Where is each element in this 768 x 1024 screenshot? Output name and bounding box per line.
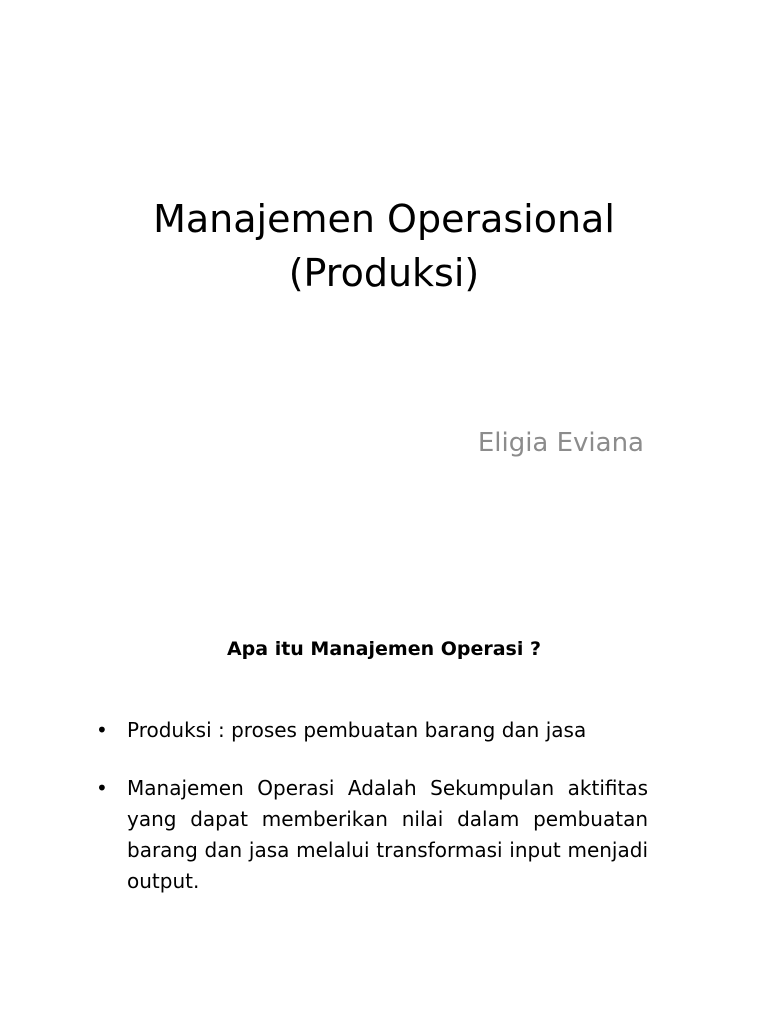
bullet-text: Manajemen Operasi Adalah Sekumpulan aktifitas yang dapat memberikan nilai dalam pembuatan barang dan jasa melalui transformasi input menjadi output. (127, 776, 648, 893)
bullet-dot-icon: • (96, 776, 108, 800)
author-name: Eligia Eviana (477, 428, 644, 458)
bullet-item-definisi (96, 773, 648, 897)
slide-content-page (0, 576, 768, 1024)
slide-title-line-2: (Produksi) (288, 251, 480, 295)
bullet-list (96, 715, 648, 897)
bullet-item-produksi (96, 715, 648, 746)
slide-title (0, 192, 768, 300)
bullet-dot-icon: • (96, 718, 108, 742)
bullet-text: Produksi : proses pembuatan barang dan jasa (127, 718, 587, 742)
slide-heading: Apa itu Manajemen Operasi ? (226, 638, 542, 660)
slide-title-line-1: Manajemen Operasional (153, 197, 615, 241)
